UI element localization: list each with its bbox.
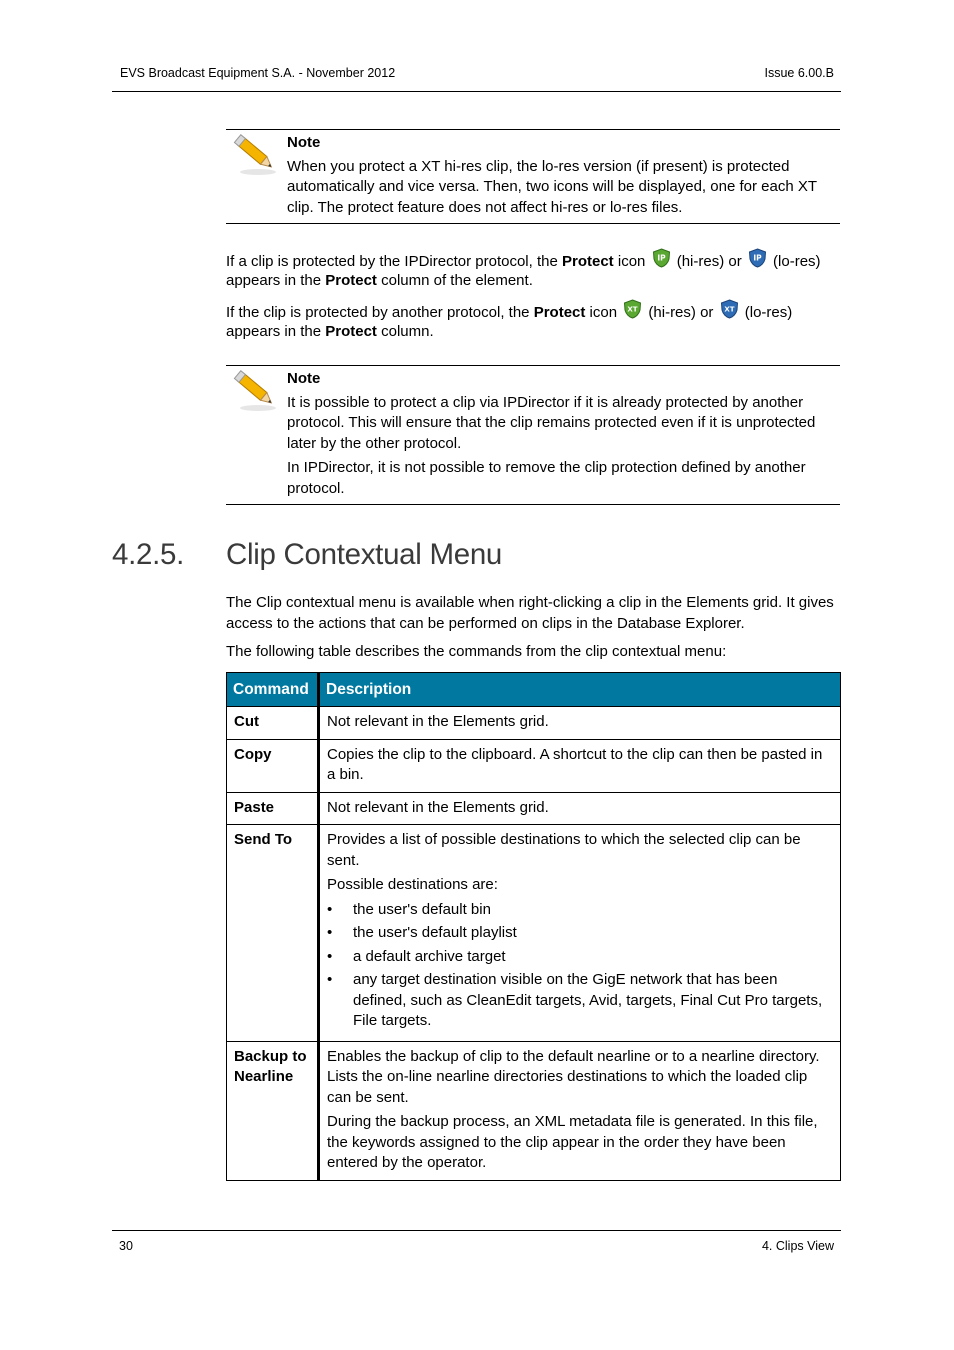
- description-cell: Not relevant in the Elements grid.: [319, 707, 841, 740]
- list-item: • any target destination visible on the GigE network that has been defined, such as CleanEdit targets, Avid, targets, Final Cut Pro targets, File targets.: [327, 970, 834, 1032]
- ip-protect-lores-icon: [748, 248, 767, 268]
- note-box-1: [226, 129, 840, 224]
- text-run: (hi-res) or: [644, 304, 718, 321]
- list-item: • the user's default playlist: [327, 923, 834, 944]
- command-cell: Cut: [227, 707, 319, 740]
- section-title: Clip Contextual Menu: [226, 538, 503, 571]
- icon-label: XT: [627, 305, 638, 314]
- description-paragraph: During the backup process, an XML metadata file is generated. In this file, the keywords assigned to the clip appear in the order they have been entered by the operator.: [327, 1113, 818, 1171]
- command-cell: Copy: [227, 739, 319, 792]
- pencil-icon: [232, 368, 280, 414]
- icon-label: XT: [723, 305, 735, 314]
- note-paragraph-2: In IPDirector, it is not possible to remove the clip protection defined by another protocol.: [287, 459, 806, 497]
- note-paragraph-1: It is possible to protect a clip via IPDirector if it is already protected by another protocol. This will ensure that the clip remains protected even if it is unprotected later by the other protocol.: [287, 393, 816, 452]
- text-run: column of the element.: [376, 272, 533, 289]
- command-cell: Send To: [227, 825, 319, 1042]
- list-item: • a default archive target: [327, 947, 834, 968]
- note-title: Note: [287, 370, 321, 387]
- header-company-date: EVS Broadcast Equipment S.A. - November 2012: [120, 66, 396, 80]
- description-paragraph: Possible destinations are:: [327, 876, 498, 893]
- table-row: [227, 792, 841, 825]
- description-cell: [319, 825, 841, 1042]
- text-run: column.: [376, 323, 434, 340]
- ip-protect-hires-icon: [652, 248, 671, 268]
- header-issue: Issue 6.00.B: [764, 66, 834, 80]
- text-run: (lo-res) appears in the: [226, 304, 793, 340]
- table-row: [227, 739, 841, 792]
- intro-paragraph-2: The following table describes the commands from the clip contextual menu:: [226, 643, 727, 660]
- description-paragraph: Enables the backup of clip to the default nearline or to a nearline directory. Lists the on-line nearline directories destinations to which the loaded clip can be sent.: [327, 1047, 820, 1106]
- description-cell: Not relevant in the Elements grid.: [319, 792, 841, 825]
- intro-paragraph-1: The Clip contextual menu is available when right-clicking a clip in the Elements grid. It gives access to the actions that can be performed on clips in the Database Explorer.: [226, 594, 834, 632]
- description-cell: [319, 1041, 841, 1180]
- ip-protect-paragraph: [226, 248, 840, 290]
- column-header-command: Command: [227, 673, 319, 707]
- note-text: When you protect a XT hi-res clip, the lo-res version (if present) is protected automatically and vice versa. Then, two icons will be displayed, one for each XT clip. The protect feature does not affect hi-res or lo-res files.: [287, 157, 817, 216]
- table-row: [227, 707, 841, 740]
- text-run: (lo-res) appears in the: [226, 253, 821, 289]
- page-header: [112, 64, 841, 92]
- table-row: [227, 825, 841, 1042]
- text-run: icon: [613, 253, 650, 270]
- protect-bold: Protect: [533, 304, 586, 321]
- note-title: Note: [287, 134, 321, 151]
- xt-protect-hires-icon: [623, 299, 642, 319]
- page-number: 30: [119, 1239, 133, 1253]
- note-box-2: [226, 365, 840, 505]
- text-run: If a clip is protected by the IPDirector protocol, the: [226, 253, 562, 270]
- protect-bold: Protect: [325, 272, 377, 289]
- table-header-row: [227, 673, 841, 707]
- description-paragraph: Provides a list of possible destinations to which the selected clip can be sent.: [327, 831, 801, 869]
- page-footer: [112, 1230, 841, 1255]
- xt-protect-paragraph: [226, 299, 840, 341]
- destination-list: [327, 900, 834, 1032]
- table-row: [227, 1041, 841, 1180]
- text-run: icon: [585, 304, 622, 321]
- command-cell: Backup to Nearline: [227, 1041, 319, 1180]
- xt-protect-lores-icon: [720, 299, 739, 319]
- text-run: (hi-res) or: [672, 253, 746, 270]
- section-number: 4.2.5.: [112, 538, 185, 571]
- column-header-description: Description: [319, 673, 841, 707]
- command-cell: Paste: [227, 792, 319, 825]
- icon-label: IP: [656, 253, 666, 263]
- pencil-icon: [232, 132, 280, 178]
- chapter-label: 4. Clips View: [761, 1239, 834, 1253]
- list-item: • the user's default bin: [327, 900, 834, 921]
- command-table: [226, 672, 841, 1181]
- protect-bold: Protect: [562, 253, 614, 270]
- icon-label: IP: [753, 253, 762, 263]
- description-cell: Copies the clip to the clipboard. A shortcut to the clip can then be pasted in a bin.: [319, 739, 841, 792]
- protect-bold: Protect: [325, 323, 377, 340]
- text-run: If the clip is protected by another protocol, the: [226, 304, 534, 321]
